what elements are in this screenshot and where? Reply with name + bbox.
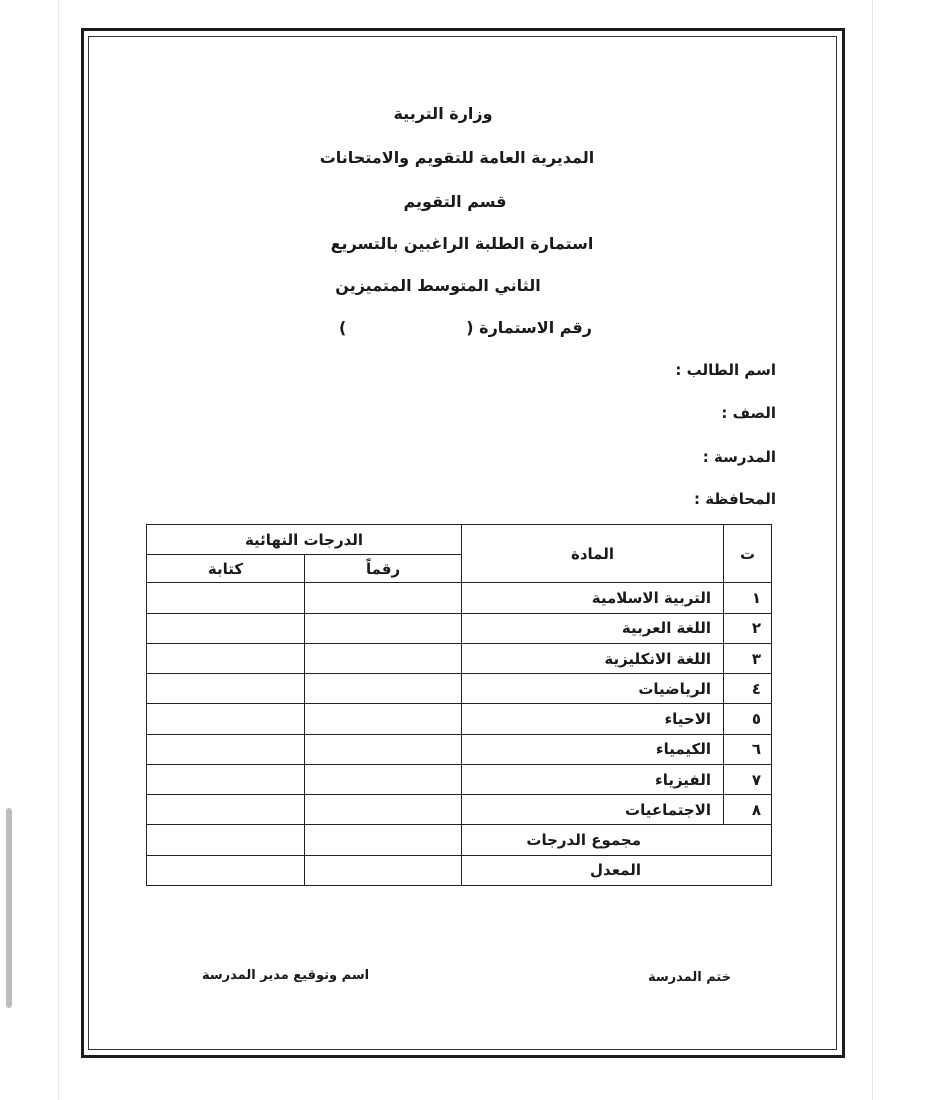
row-subject: الكيمياء [462,734,724,764]
average-digits-cell[interactable] [305,855,462,885]
directorate-title: المديرية العامة للتقويم والامتحانات [319,148,595,167]
table-row [147,734,772,764]
row-subject: الاحياء [462,704,724,734]
grade-digits-cell[interactable] [305,764,462,794]
department-title: قسم التقويم [403,192,507,211]
header-number: ت [724,525,772,583]
governorate-field: المحافظة : [693,490,776,508]
form-number [339,318,592,337]
table-row [147,764,772,794]
header-digits: رقماً [305,555,462,583]
table-row [147,674,772,704]
header-subject: المادة [462,525,724,583]
average-words-cell[interactable] [147,855,305,885]
row-number: ٢ [724,613,772,643]
grade-digits-cell[interactable] [305,613,462,643]
row-number: ٦ [724,734,772,764]
total-digits-cell[interactable] [305,825,462,855]
row-subject: اللغة الانكليزية [462,643,724,673]
class-field: الصف : [721,404,776,422]
page-edge-left [58,0,59,1100]
student-name-field: اسم الطالب : [675,361,776,379]
grade-digits-cell[interactable] [305,583,462,613]
table-row [147,795,772,825]
grade-words-cell[interactable] [147,764,305,794]
form-number-close: ) [338,318,347,337]
school-stamp-label: ختم المدرسة [648,970,732,985]
grade-digits-cell[interactable] [305,734,462,764]
ministry-title: وزارة التربية [393,104,493,123]
grade-digits-cell[interactable] [305,795,462,825]
row-number: ٥ [724,704,772,734]
grade-words-cell[interactable] [147,643,305,673]
form-title: استمارة الطلبة الراغبين بالتسريع [330,234,594,253]
row-number: ٨ [724,795,772,825]
total-label: مجموع الدرجات [462,825,772,855]
row-subject: الفيزياء [462,764,724,794]
row-number: ٤ [724,674,772,704]
row-subject: التربية الاسلامية [462,583,724,613]
grades-table [146,524,772,886]
header-final-grades: الدرجات النهائية [147,525,462,555]
grade-digits-cell[interactable] [305,643,462,673]
header-words: كتابة [147,555,305,583]
grade-words-cell[interactable] [147,613,305,643]
row-subject: الاجتماعيات [462,795,724,825]
grade-words-cell[interactable] [147,795,305,825]
average-label: المعدل [462,855,772,885]
grade-digits-cell[interactable] [305,674,462,704]
average-row [147,855,772,885]
table-row [147,583,772,613]
grade-words-cell[interactable] [147,583,305,613]
grade-words-cell[interactable] [147,674,305,704]
page-edge-right [872,0,873,1100]
grade-digits-cell[interactable] [305,704,462,734]
scrollbar-thumb[interactable] [6,808,12,1008]
total-words-cell[interactable] [147,825,305,855]
table-row [147,613,772,643]
row-subject: الرياضيات [462,674,724,704]
row-number: ٣ [724,643,772,673]
principal-signature-label: اسم وتوقيع مدير المدرسة [202,968,370,983]
table-header-row [147,525,772,555]
form-number-label: رقم الاستمارة ( [466,318,592,337]
table-row [147,704,772,734]
grade-words-cell[interactable] [147,734,305,764]
row-subject: اللغة العربية [462,613,724,643]
grade-words-cell[interactable] [147,704,305,734]
total-row [147,825,772,855]
row-number: ١ [724,583,772,613]
row-number: ٧ [724,764,772,794]
grade-title: الثاني المتوسط المتميزين [335,276,541,295]
school-field: المدرسة : [702,448,776,466]
table-row [147,643,772,673]
